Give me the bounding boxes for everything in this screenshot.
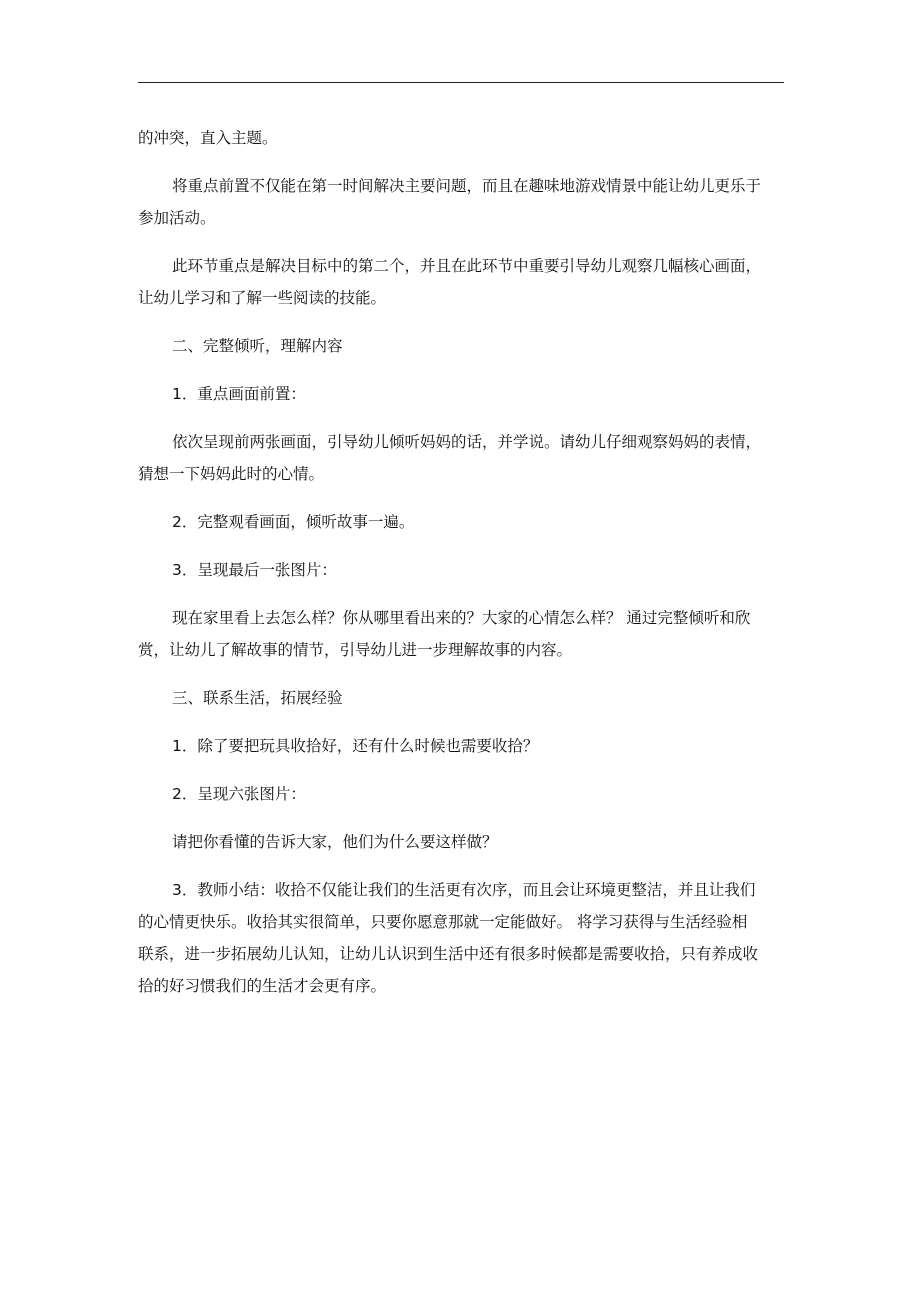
text-line: 联系，进一步拓展幼儿认知，让幼儿认识到生活中还有很多时候都是需要收拾，只有养成收 (138, 945, 759, 963)
paragraph (138, 122, 798, 154)
paragraph (138, 170, 798, 234)
paragraph (138, 602, 798, 666)
text-line: 的心情更快乐。收拾其实很简单，只要你愿意那就一定能做好。 将学习获得与生活经验相 (138, 913, 748, 931)
text-line: 2．呈现六张图片： (172, 785, 306, 803)
text-line: 拾的好习惯我们的生活才会更有序。 (138, 977, 387, 995)
text-line: 现在家里看上去怎么样？你从哪里看出来的？大家的心情怎么样？ 通过完整倾听和欣 (172, 609, 751, 627)
section-heading (138, 330, 798, 362)
text-line: 依次呈现前两张画面，引导幼儿倾听妈妈的话，并学说。请幼儿仔细观察妈妈的表情， (172, 433, 762, 451)
text-line: 猜想一下妈妈此时的心情。 (138, 465, 325, 483)
paragraph (138, 250, 798, 314)
list-item (138, 778, 798, 810)
text-line: 参加活动。 (138, 209, 216, 227)
text-line: 3．呈现最后一张图片： (172, 561, 337, 579)
text-line: 的冲突，直入主题。 (138, 129, 278, 147)
text-line: 请把你看懂的告诉大家，他们为什么要这样做？ (172, 833, 498, 851)
text-line: 3．教师小结：收拾不仅能让我们的生活更有次序，而且会让环境更整洁，并且让我们 (172, 881, 756, 899)
text-line: 赏，让幼儿了解故事的情节，引导幼儿进一步理解故事的内容。 (138, 641, 573, 659)
text-line: 二、完整倾听，理解内容 (172, 337, 343, 355)
paragraph (138, 826, 798, 858)
section-heading (138, 682, 798, 714)
header-rule (138, 82, 784, 83)
text-line: 2．完整观看画面，倾听故事一遍。 (172, 513, 415, 531)
text-line: 1．除了要把玩具收拾好，还有什么时候也需要收拾？ (172, 737, 539, 755)
document-body (138, 122, 798, 1018)
list-item (138, 506, 798, 538)
text-line: 三、联系生活，拓展经验 (172, 689, 343, 707)
paragraph (138, 426, 798, 490)
text-line: 让幼儿学习和了解一些阅读的技能。 (138, 289, 387, 307)
list-item (138, 378, 798, 410)
list-item (138, 554, 798, 586)
list-item (138, 730, 798, 762)
list-item (138, 874, 798, 1002)
text-line: 此环节重点是解决目标中的第二个，并且在此环节中重要引导幼儿观察几幅核心画面， (172, 257, 762, 275)
text-line: 1．重点画面前置： (172, 385, 306, 403)
text-line: 将重点前置不仅能在第一时间解决主要问题，而且在趣味地游戏情景中能让幼儿更乐于 (172, 177, 762, 195)
